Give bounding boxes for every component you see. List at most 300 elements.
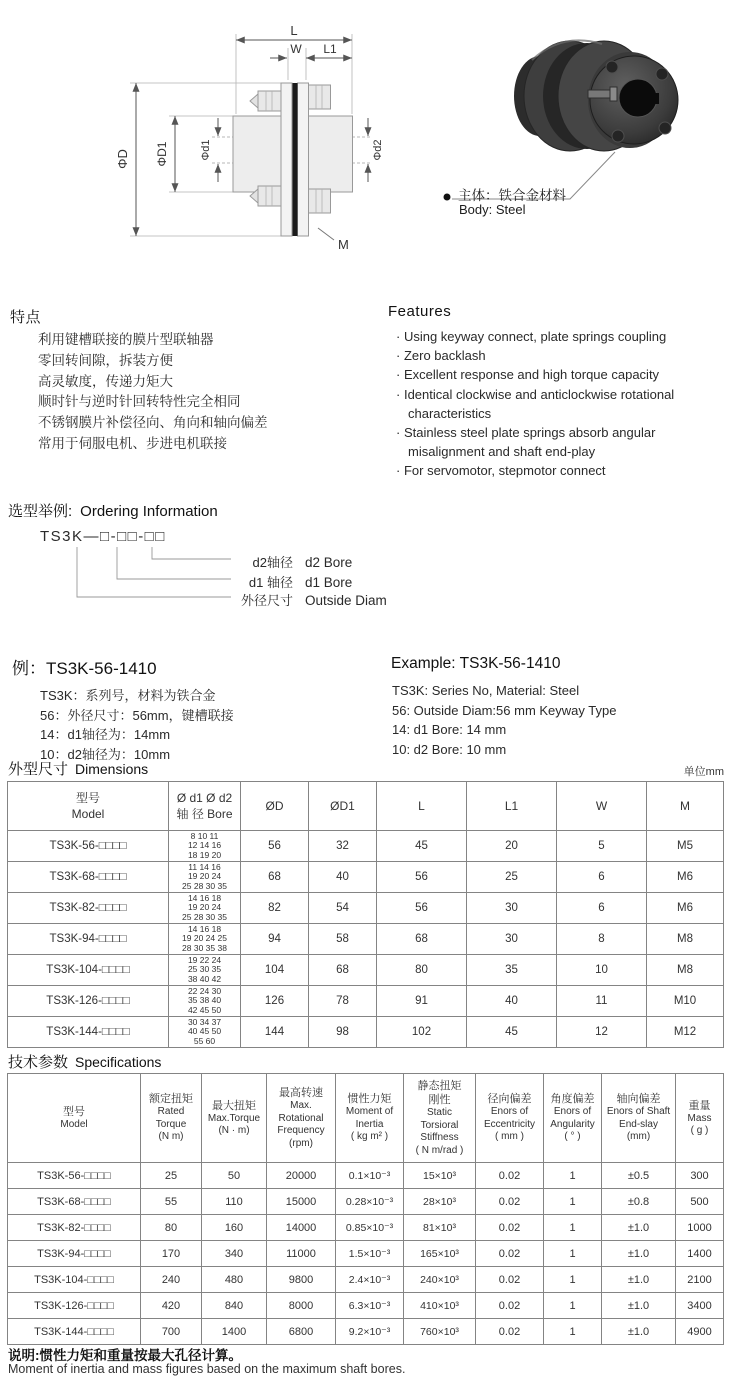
cell-model: TS3K-126-□□□□ [8,986,169,1017]
ordering-label-en: d1 Bore [305,575,353,590]
cell-end: ±1.0 [602,1319,676,1345]
cell-model: TS3K-68-□□□□ [8,1189,141,1215]
header-line: (mm) [626,1131,651,1143]
bullet-dot [444,194,451,201]
cell-l: 45 [377,831,467,862]
cell-d: 68 [241,862,309,893]
header-line: Static [426,1107,452,1118]
header-line: ( ° ) [564,1131,581,1143]
features-cn-list [38,330,368,455]
col-header-ang [544,1074,602,1163]
ordering-label-d2 [231,552,353,570]
specifications-title-cn: 技术参数 [8,1054,69,1071]
disc-spring-pack [293,83,298,236]
example-line: 10: d2 Bore: 10 mm [392,741,507,757]
header-line: Moment of [345,1106,394,1118]
cell-rpm: 11000 [267,1241,336,1267]
header-line: Enors of [490,1106,529,1118]
header-line: L [418,799,425,813]
bolt-hole [606,61,618,73]
header-line: Max. [290,1100,312,1111]
header-row [8,782,724,831]
header-line: Frequency [277,1125,325,1136]
cell-line: 19 22 24 [187,954,222,965]
cell-d: 56 [241,831,309,862]
cell-rpm: 14000 [267,1215,336,1241]
cell-d1: 68 [309,955,377,986]
ordering-title-cn: 选型举例: [8,503,73,520]
feature-item: · For servomotor, stepmotor connect [396,461,731,480]
header-line: 型号 [63,1105,85,1118]
cell-line: 25 30 35 [187,964,222,975]
header-line: L1 [504,799,519,813]
header-line: 静态扭矩 [417,1080,462,1092]
header-line: ØD1 [330,799,355,813]
cell-ang: 1 [544,1215,602,1241]
left-hub [233,116,281,192]
header-line: 最大扭矩 [212,1099,256,1112]
ordering-label-cn: 外径尺寸 [240,593,293,608]
unit-label: 单位mm [683,766,724,778]
header-line: 型号 [75,791,100,805]
cell-bore [169,924,241,955]
cell-end: ±1.0 [602,1293,676,1319]
cell-m: M12 [647,1017,724,1048]
cell-stiffness: 15×10³ [404,1163,476,1189]
cell-w: 11 [557,986,647,1017]
dim-label-D: ΦD [115,149,130,169]
cell-inertia: 0.85×10⁻³ [336,1215,404,1241]
cell-mass: 1000 [676,1215,724,1241]
features-en-title: Features [388,303,452,320]
cell-ecc: 0.02 [476,1293,544,1319]
table-row [8,1189,724,1215]
ordering-title [8,500,218,521]
footnote-cn: 说明:惯性力矩和重量按最大孔径计算。 [8,1348,242,1363]
cell-max: 110 [202,1189,267,1215]
dim-label-W: W [290,42,302,56]
header-line: 额定扭矩 [149,1093,193,1106]
technical-drawing [0,6,460,268]
cell-m: M10 [647,986,724,1017]
cell-model: TS3K-104-□□□□ [8,955,169,986]
example-cn-title: 例：TS3K-56-1410 [12,659,157,678]
cell-max: 160 [202,1215,267,1241]
col-header-rpm [267,1074,336,1163]
cell-l: 80 [377,955,467,986]
cell-l1: 35 [467,955,557,986]
feature-item: 高灵敏度，传递力矩大 [38,373,173,389]
example-line: TS3K：系列号，材料为铁合金 [40,688,216,703]
cell-ang: 1 [544,1163,602,1189]
left-flange-plate [281,83,292,236]
ordering-label-cn: d1 轴径 [248,575,293,590]
dim-label-D1: ΦD1 [155,141,169,167]
cell-l: 56 [377,893,467,924]
cell-m: M5 [647,831,724,862]
cell-rated: 25 [141,1163,202,1189]
cell-l1: 45 [467,1017,557,1048]
features-cn-title: 特点 [10,309,42,326]
cell-w: 5 [557,831,647,862]
cell-rated: 55 [141,1189,202,1215]
cell-l: 56 [377,862,467,893]
cell-line: 18 19 20 [187,849,222,860]
cell-bore [169,1017,241,1048]
specifications-table [7,1073,724,1345]
col-header-bore [169,782,241,831]
example-line: 10：d2轴径为：10mm [40,746,171,762]
header-line: ( g ) [690,1125,709,1136]
header-line: M [680,799,690,813]
header-line: Model [60,1118,88,1130]
cell-line: 19 20 24 [187,871,222,882]
table-row [8,1319,724,1345]
cell-d1: 98 [309,1017,377,1048]
cell-bore [169,955,241,986]
dimensions-title-en: Dimensions [75,761,149,777]
feature-item: · Using keyway connect, plate springs coupling [396,327,731,346]
cell-d: 126 [241,986,309,1017]
cell-l1: 25 [467,862,557,893]
cell-line: 30 34 37 [187,1016,222,1027]
cell-end: ±0.5 [602,1163,676,1189]
cell-inertia: 0.28×10⁻³ [336,1189,404,1215]
bolt-top-left [258,91,281,111]
col-header-l [377,782,467,831]
header-line: Model [71,807,105,821]
col-header-inertia [336,1074,404,1163]
header-line: 轴向偏差 [616,1093,661,1106]
feature-item: 常用于伺服电机、步进电机联接 [38,435,227,451]
dimensions-title-cn: 外型尺寸 [8,761,69,778]
header-line: Inertia [355,1118,384,1130]
ordering-label-en: d2 Bore [305,555,353,570]
table-row [8,893,724,924]
dim-label-L1: L1 [323,42,337,56]
cell-ecc: 0.02 [476,1189,544,1215]
specifications-title-en: Specifications [75,1054,162,1070]
cell-ang: 1 [544,1189,602,1215]
header-line: 刚性 [428,1094,451,1106]
cell-ang: 1 [544,1319,602,1345]
feature-item: 不锈钢膜片补偿径向、角向和轴向偏差 [38,415,268,431]
cell-mass: 2100 [676,1267,724,1293]
dim-label-M: M [338,237,349,252]
cell-model: TS3K-82-□□□□ [8,1215,141,1241]
cell-stiffness: 28×10³ [404,1189,476,1215]
header-line: 径向偏差 [487,1093,532,1106]
cell-stiffness: 410×10³ [404,1293,476,1319]
header-line: ( N m/rad ) [415,1144,464,1156]
col-header-mass [676,1074,724,1163]
header-line: Ø d1 Ø d2 [176,791,233,805]
example-cn-section [12,654,234,764]
cell-model: TS3K-68-□□□□ [8,862,169,893]
table-row [8,862,724,893]
header-line: Enors of Shaft [606,1106,671,1118]
cell-inertia: 9.2×10⁻³ [336,1319,404,1345]
protruding-bolt-head [610,87,617,101]
header-line: 重量 [688,1099,711,1112]
table-row [8,1017,724,1048]
cell-mass: 3400 [676,1293,724,1319]
cell-mass: 4900 [676,1319,724,1345]
cell-model: TS3K-126-□□□□ [8,1293,141,1319]
feature-item: · Identical clockwise and anticlockwise rotational characteristics [396,385,731,423]
cell-l: 91 [377,986,467,1017]
cell-line: 22 24 30 [187,985,222,996]
cell-model: TS3K-82-□□□□ [8,893,169,924]
ordering-label-d1 [231,572,353,590]
cell-d: 82 [241,893,309,924]
cell-l: 102 [377,1017,467,1048]
ordering-label-cn: d2轴径 [252,555,293,570]
header-line: Rotational [278,1112,324,1124]
right-flange-plate [298,83,309,236]
cell-l1: 40 [467,986,557,1017]
col-header-max [202,1074,267,1163]
cell-line: 25 28 30 35 [182,911,227,922]
protruding-bolt [588,90,612,98]
cell-rated: 170 [141,1241,202,1267]
cell-rated: 80 [141,1215,202,1241]
header-line: ØD [265,799,284,813]
header-row [8,1074,724,1163]
table-row [8,986,724,1017]
cell-line: 38 40 42 [187,973,222,984]
cell-w: 8 [557,924,647,955]
cell-inertia: 2.4×10⁻³ [336,1267,404,1293]
cell-rpm: 15000 [267,1189,336,1215]
header-line: Stiffness [420,1132,459,1143]
specifications-heading [8,1051,724,1072]
cell-bore [169,893,241,924]
table-row [8,1163,724,1189]
cell-rated: 240 [141,1267,202,1293]
header-line: 轴 径 Bore [176,807,233,821]
cell-inertia: 1.5×10⁻³ [336,1241,404,1267]
cell-ecc: 0.02 [476,1267,544,1293]
cell-rpm: 9800 [267,1267,336,1293]
cell-end: ±0.8 [602,1189,676,1215]
header-line: ( mm ) [495,1131,524,1143]
table-row [8,1241,724,1267]
header-line: (N · m) [218,1125,250,1136]
col-header-l1 [467,782,557,831]
feature-item: 顺时针与逆时针回转特性完全相同 [38,394,241,410]
cell-end: ±1.0 [602,1241,676,1267]
cell-model: TS3K-104-□□□□ [8,1267,141,1293]
example-en-title: Example: TS3K-56-1410 [391,655,561,672]
bolt-tip [250,94,258,108]
header-line: Enors of [553,1106,592,1118]
dim-label-d2: Φd2 [372,139,384,161]
cell-stiffness: 81×10³ [404,1215,476,1241]
cell-line: 19 20 24 [187,902,222,913]
cell-bore [169,862,241,893]
cell-model: TS3K-94-□□□□ [8,924,169,955]
cell-line: 35 38 40 [187,995,222,1006]
example-en-section [391,655,616,759]
table-row [8,924,724,955]
cell-d1: 32 [309,831,377,862]
cell-max: 50 [202,1163,267,1189]
cell-d1: 78 [309,986,377,1017]
col-header-d1 [309,782,377,831]
header-line: Angularity [550,1118,595,1130]
cell-line: 8 10 11 [190,830,219,841]
cell-rated: 420 [141,1293,202,1319]
cell-d1: 54 [309,893,377,924]
cell-d1: 40 [309,862,377,893]
cell-line: 25 28 30 35 [182,880,227,891]
cell-ang: 1 [544,1241,602,1267]
col-header-ecc [476,1074,544,1163]
cell-ecc: 0.02 [476,1241,544,1267]
dim-label-d1: Φd1 [200,139,212,161]
cell-mass: 1400 [676,1241,724,1267]
feature-item: 零回转间隙，拆装方便 [38,352,173,368]
ordering-title-en: Ordering Information [80,503,218,520]
cell-mass: 500 [676,1189,724,1215]
cell-d: 94 [241,924,309,955]
footnote-en: Moment of inertia and mass figures based on the maximum shaft bores. [8,1362,406,1376]
cell-max: 340 [202,1241,267,1267]
col-header-end [602,1074,676,1163]
cell-l1: 30 [467,924,557,955]
cell-inertia: 6.3×10⁻³ [336,1293,404,1319]
example-en-lines [392,681,616,759]
cell-ang: 1 [544,1267,602,1293]
feature-item: · Zero backlash [396,346,731,365]
header-line: 惯性力矩 [347,1093,392,1106]
dim-label-L: L [290,23,298,38]
cell-rpm: 8000 [267,1293,336,1319]
cell-line: 40 45 50 [187,1026,222,1037]
cell-rpm: 20000 [267,1163,336,1189]
col-header-model [8,1074,141,1163]
cell-d: 144 [241,1017,309,1048]
header-line: Max.Torque [207,1112,261,1124]
col-header-w [557,782,647,831]
cell-model: TS3K-56-□□□□ [8,1163,141,1189]
example-line: 56: Outside Diam:56 mm Keyway Type [392,702,617,718]
header-line: End-slay [619,1118,658,1130]
ordering-label-outside-diam [231,590,387,608]
cell-m: M8 [647,955,724,986]
cell-d1: 58 [309,924,377,955]
right-hub [309,116,353,192]
table-row [8,831,724,862]
cell-line: 14 16 18 [187,892,222,903]
cell-w: 12 [557,1017,647,1048]
dimensions-table [7,781,724,1048]
keyway [650,93,659,104]
photo-caption-en: Body: Steel [459,202,526,217]
cell-l1: 20 [467,831,557,862]
bolt-bottom-left [258,186,281,206]
col-header-rated [141,1074,202,1163]
header-line: ( kg m² ) [350,1131,389,1143]
col-header-m [647,782,724,831]
cell-line: 11 14 16 [188,861,221,872]
ordering-label-en: Outside Diam [305,593,387,608]
cell-max: 480 [202,1267,267,1293]
feature-item: · Stainless steel plate springs absorb angular misalignment and shaft end-play [396,423,731,461]
header-line: (N m) [158,1131,184,1143]
example-line: 14: d1 Bore: 14 mm [392,722,507,737]
table-row [8,955,724,986]
feature-item: · Excellent response and high torque capacity [396,365,731,384]
cell-m: M6 [647,862,724,893]
cell-stiffness: 240×10³ [404,1267,476,1293]
cell-stiffness: 165×10³ [404,1241,476,1267]
cell-w: 10 [557,955,647,986]
cell-bore [169,831,241,862]
cell-l: 68 [377,924,467,955]
cell-max: 840 [202,1293,267,1319]
cell-model: TS3K-94-□□□□ [8,1241,141,1267]
example-line: 56：外径尺寸：56mm，键槽联接 [40,707,234,723]
cell-ang: 1 [544,1293,602,1319]
cell-line: 14 16 18 [187,923,222,934]
cell-stiffness: 760×10³ [404,1319,476,1345]
header-line: W [595,799,608,813]
cell-w: 6 [557,862,647,893]
cell-l1: 30 [467,893,557,924]
header-line: (rpm) [289,1137,313,1149]
cell-max: 1400 [202,1319,267,1345]
bolt-hole [656,68,668,80]
cell-mass: 300 [676,1163,724,1189]
header-line: Mass [687,1112,712,1124]
header-line: Torque [155,1118,187,1130]
cell-model: TS3K-144-□□□□ [8,1017,169,1048]
example-cn-lines [40,686,234,764]
table-row [8,1215,724,1241]
photo-caption-cn: 主体：铁合金材料 [458,188,566,203]
cell-line: 55 60 [193,1035,216,1046]
cell-bore [169,986,241,1017]
example-line: 14：d1轴径为：14mm [40,727,171,742]
header-line: Rated [157,1106,185,1118]
cell-end: ±1.0 [602,1215,676,1241]
ordering-code: TS3K—□-□□-□□ [40,528,166,545]
cell-rated: 700 [141,1319,202,1345]
bolt-bottom-right [309,189,331,213]
cell-m: M8 [647,924,724,955]
dimensions-heading [8,758,724,779]
header-line: 最高转速 [279,1087,323,1099]
header-line: 角度偏差 [550,1093,595,1106]
table-row [8,1267,724,1293]
cell-inertia: 0.1×10⁻³ [336,1163,404,1189]
cell-line: 12 14 16 [187,840,222,851]
cell-ecc: 0.02 [476,1215,544,1241]
cell-line: 42 45 50 [187,1004,222,1015]
example-line: TS3K: Series No, Material: Steel [392,683,580,698]
col-header-stiffness [404,1074,476,1163]
cell-m: M6 [647,893,724,924]
cell-end: ±1.0 [602,1267,676,1293]
header-line: Eccentricity [483,1118,536,1130]
cell-rpm: 6800 [267,1319,336,1345]
cell-d: 104 [241,955,309,986]
cell-w: 6 [557,893,647,924]
cell-model: TS3K-144-□□□□ [8,1319,141,1345]
header-line: Torsioral [420,1119,459,1131]
